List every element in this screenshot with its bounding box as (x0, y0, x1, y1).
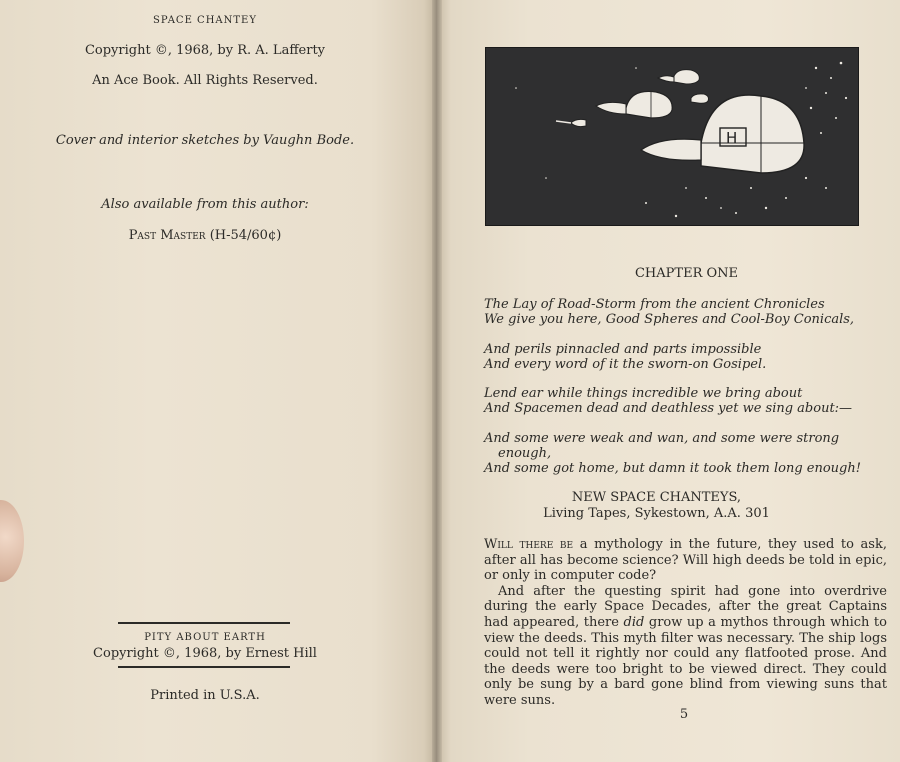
prose-lead: Will there be (484, 537, 574, 552)
spaceship-illustration (485, 47, 859, 226)
verse-stanza-1 (484, 297, 854, 327)
divider-top (118, 622, 290, 624)
also-title: Past Master (H-54/60¢) (128, 228, 282, 243)
spaceship-sketch (486, 48, 858, 225)
verse-line: Lend ear while things incredible we bring about (484, 386, 803, 401)
verse-line: enough, (498, 446, 552, 461)
verse-line: We give you here, Good Spheres and Cool-Boy Conicals, (484, 312, 855, 327)
running-head: SPACE CHANTEY (153, 15, 257, 26)
verse-stanza-2 (484, 342, 766, 372)
verse-stanza-3 (484, 386, 852, 416)
prose-paragraph-2: And after the questing spirit had gone into overdrive during the early Space Decades, after the great Captains had appeared, there did grow up a mythos through which to view the deeds. This myth filter was necessary. The ship logs could not tell it rightly nor could any flatfooted prose. And the deeds were too bright to be viewed direct. They could only be sung by a bard gone blind from viewing suns that were suns. (484, 583, 887, 708)
cover-credit: Cover and interior sketches by Vaughn Bode. (55, 133, 355, 148)
verse-line: And some got home, but damn it took them long enough! (484, 461, 861, 476)
verse-line: And perils pinnacled and parts impossible (484, 342, 762, 357)
divider-bottom (118, 666, 290, 668)
chapter-heading: CHAPTER ONE (634, 266, 739, 281)
second-title: PITY ABOUT EARTH (144, 632, 266, 643)
second-copyright: Copyright ©, 1968, by Ernest Hill (93, 646, 317, 661)
verse-line: And Spacemen dead and deathless yet we sing about:— (484, 401, 853, 416)
svg-text:H: H (726, 129, 738, 147)
page-number: 5 (679, 707, 689, 722)
copyright-line: Copyright ©, 1968, by R. A. Lafferty (84, 43, 326, 58)
publisher-line: An Ace Book. All Rights Reserved. (92, 73, 318, 88)
printed-line: Printed in U.S.A. (150, 688, 260, 703)
thumb (0, 500, 24, 582)
verse-stanza-4 (484, 431, 861, 476)
verse-line: And every word of it the sworn-on Gosipel. (484, 357, 767, 372)
source-detail: Living Tapes, Sykestown, A.A. 301 (543, 506, 770, 521)
book-gutter (432, 0, 442, 762)
prose-paragraph-1: Will there be a mythology in the future, they used to ask, after all has become science? Will high deeds be told in epic, or only in computer code? (484, 537, 887, 584)
source-title: NEW SPACE CHANTEYS, (571, 490, 742, 505)
verse-line: The Lay of Road-Storm from the ancient Chronicles (484, 297, 825, 312)
prose-body (484, 537, 887, 709)
also-available: Also available from this author: (101, 197, 309, 212)
verse-line: And some were weak and wan, and some were strong (484, 431, 840, 446)
